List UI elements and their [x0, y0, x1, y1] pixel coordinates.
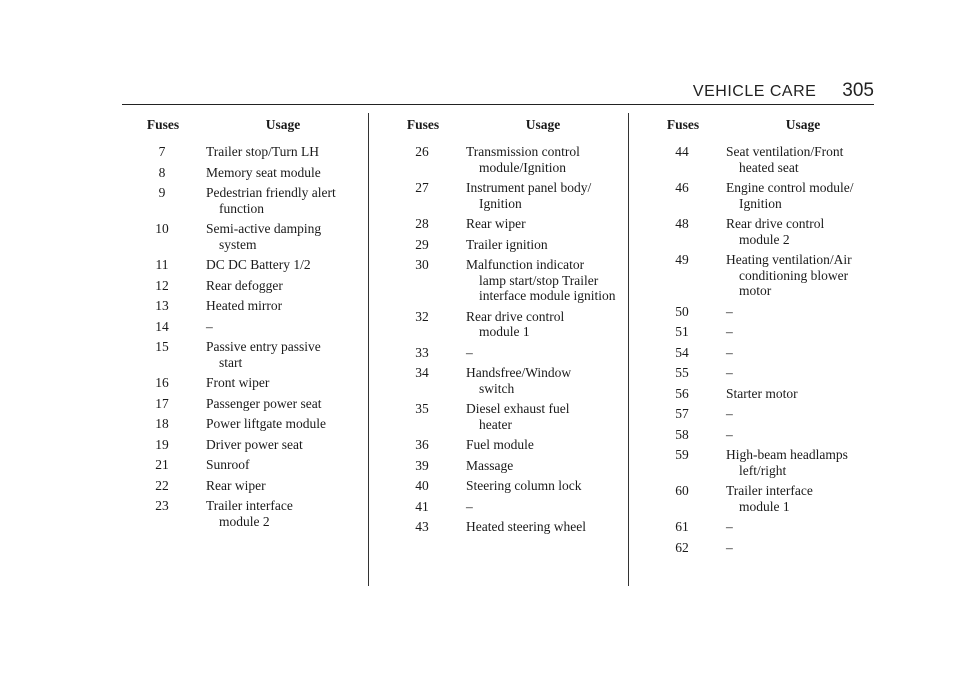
fuse-usage	[716, 252, 882, 299]
usage-line: Memory seat module	[206, 164, 321, 180]
table-row	[648, 540, 888, 556]
column-divider	[368, 113, 369, 586]
fuse-number: 9	[158, 185, 166, 200]
usage-line: Pedestrian friendly alert	[206, 185, 336, 200]
usage-line: Rear wiper	[466, 216, 526, 231]
table-row	[128, 375, 368, 391]
usage-line: Driver power seat	[206, 436, 303, 452]
fuse-usage	[456, 144, 622, 175]
fuse-usage	[196, 319, 362, 335]
table-header	[648, 117, 888, 139]
fuse-number: 39	[415, 457, 429, 473]
fuse-usage	[196, 375, 362, 391]
usage-line: Rear wiper	[206, 477, 266, 493]
fuse-number: 16	[155, 375, 169, 390]
usage-line: module 1	[479, 324, 530, 339]
usage-line: –	[726, 303, 733, 319]
usage-line: Malfunction indicator	[466, 257, 585, 272]
fuse-usage	[716, 345, 882, 361]
fuse-number: 48	[675, 216, 689, 231]
fuse-usage	[716, 427, 882, 443]
fuse-number: 62	[675, 539, 689, 555]
fuse-usage	[716, 365, 882, 381]
table-row	[388, 309, 628, 340]
table-body	[128, 144, 368, 529]
fuse-usage	[196, 457, 362, 473]
fuse-number: 14	[155, 318, 169, 334]
fuse-number: 28	[415, 216, 429, 231]
usage-line: Handsfree/Window	[466, 365, 572, 380]
fuse-usage	[196, 498, 362, 529]
table-row	[388, 458, 628, 474]
usage-line: –	[726, 539, 733, 555]
usage-line: –	[726, 426, 733, 442]
fuse-number: 34	[415, 365, 429, 380]
table-row	[388, 365, 628, 396]
fuse-usage	[196, 437, 362, 453]
table-row	[128, 478, 368, 494]
usage-line: heated seat	[739, 159, 799, 175]
fuse-number: 50	[675, 303, 689, 319]
fuse-usage	[456, 309, 622, 340]
fuse-number: 46	[675, 180, 689, 195]
fuse-usage	[716, 386, 882, 402]
table-header	[388, 117, 628, 139]
fuse-number: 18	[155, 416, 169, 431]
usage-line: Trailer ignition	[466, 236, 548, 252]
usage-line: –	[726, 344, 733, 360]
table-row	[128, 221, 368, 252]
usage-line: system	[219, 236, 257, 252]
fuse-number: 12	[155, 277, 169, 293]
fuse-number: 32	[415, 308, 429, 324]
table-row	[648, 216, 888, 247]
usage-line: start	[219, 354, 243, 370]
usage-line: –	[726, 324, 733, 339]
fuse-number: 35	[415, 401, 429, 416]
fuse-number: 13	[155, 298, 169, 313]
fuse-usage	[456, 237, 622, 253]
usage-line: Engine control module/	[726, 180, 854, 195]
usage-line: heater	[479, 416, 512, 432]
fuse-usage	[196, 478, 362, 494]
fuse-usage	[196, 416, 362, 432]
usage-line: Sunroof	[206, 457, 250, 472]
fuses-header: Fuses	[146, 117, 180, 132]
usage-line: function	[219, 200, 264, 216]
usage-line: –	[726, 519, 733, 534]
usage-line: –	[206, 318, 213, 334]
usage-line: Seat ventilation/Front	[726, 144, 844, 159]
usage-line: –	[726, 406, 733, 421]
usage-line: Rear drive control	[466, 308, 565, 324]
table-row	[648, 304, 888, 320]
fuse-usage	[716, 144, 882, 175]
fuse-table-column-2	[388, 117, 628, 535]
usage-line: module 2	[219, 513, 270, 529]
usage-line: Steering column lock	[466, 478, 582, 493]
fuse-usage	[456, 499, 622, 515]
fuse-usage	[196, 396, 362, 412]
fuse-usage	[716, 447, 882, 478]
table-row	[128, 319, 368, 335]
table-row	[388, 519, 628, 535]
usage-header: Usage	[785, 117, 821, 132]
fuse-number: 30	[415, 257, 429, 272]
fuse-usage	[456, 180, 622, 211]
table-row	[388, 180, 628, 211]
usage-line: DC DC Battery 1/2	[206, 257, 311, 272]
fuse-number: 8	[158, 164, 166, 180]
table-row	[388, 144, 628, 175]
usage-line: Heated steering wheel	[466, 519, 586, 534]
usage-line: interface module ignition	[479, 288, 616, 303]
fuse-usage	[456, 458, 622, 474]
fuse-number: 19	[155, 436, 169, 452]
usage-header: Usage	[525, 117, 561, 132]
table-row	[128, 185, 368, 216]
fuse-usage	[196, 298, 362, 314]
fuse-number: 44	[675, 144, 689, 159]
fuse-number: 59	[675, 447, 689, 462]
usage-line: Power liftgate module	[206, 416, 326, 431]
fuse-usage	[716, 483, 882, 514]
usage-header: Usage	[265, 117, 301, 132]
fuse-number: 21	[155, 457, 169, 472]
table-header	[128, 117, 368, 139]
fuse-number: 15	[155, 339, 169, 354]
usage-line: module 1	[739, 498, 790, 514]
table-row	[128, 257, 368, 273]
fuse-usage	[196, 257, 362, 273]
column-divider	[628, 113, 629, 586]
usage-line: –	[466, 498, 473, 514]
usage-line: lamp start/stop Trailer	[479, 272, 599, 288]
table-row	[648, 252, 888, 299]
usage-line: Starter motor	[726, 385, 798, 401]
table-row	[128, 298, 368, 314]
table-row	[648, 345, 888, 361]
fuse-usage	[196, 278, 362, 294]
usage-line: High-beam headlamps	[726, 447, 848, 462]
fuse-table-column-3	[648, 117, 888, 555]
usage-line: switch	[479, 380, 515, 396]
table-row	[388, 216, 628, 232]
usage-line: Rear drive control	[726, 216, 825, 231]
table-row	[388, 257, 628, 304]
table-body	[388, 144, 628, 535]
fuse-number: 60	[675, 483, 689, 498]
table-row	[648, 324, 888, 340]
fuse-usage	[196, 221, 362, 252]
table-row	[128, 396, 368, 412]
fuse-usage	[196, 144, 362, 160]
table-row	[648, 144, 888, 175]
table-row	[648, 483, 888, 514]
table-row	[128, 416, 368, 432]
table-row	[648, 386, 888, 402]
usage-line: Passenger power seat	[206, 395, 322, 411]
table-row	[648, 427, 888, 443]
fuses-header: Fuses	[666, 117, 700, 132]
usage-line: module/Ignition	[479, 159, 566, 175]
fuse-usage	[456, 257, 622, 304]
fuse-number: 61	[675, 519, 689, 534]
fuse-number: 36	[415, 437, 429, 452]
fuse-number: 26	[415, 144, 429, 159]
usage-line: –	[726, 365, 733, 380]
table-row	[388, 401, 628, 432]
usage-line: Ignition	[479, 195, 522, 211]
table-row	[388, 499, 628, 515]
usage-line: Heating ventilation/Air	[726, 252, 852, 267]
fuses-header: Fuses	[406, 117, 440, 132]
fuse-usage	[456, 519, 622, 535]
fuse-number: 23	[155, 498, 169, 513]
fuse-number: 40	[415, 478, 429, 493]
fuse-number: 55	[675, 365, 689, 380]
section-title: VEHICLE CARE	[692, 83, 817, 100]
fuse-number: 10	[155, 221, 169, 236]
table-row	[388, 478, 628, 494]
fuse-usage	[716, 519, 882, 535]
usage-line: Trailer interface	[726, 483, 813, 498]
fuse-number: 41	[415, 498, 429, 514]
fuse-usage	[716, 304, 882, 320]
table-row	[648, 447, 888, 478]
usage-line: Diesel exhaust fuel	[466, 401, 570, 416]
usage-line: Rear defogger	[206, 277, 283, 293]
usage-line: Instrument panel body/	[466, 180, 592, 195]
fuse-usage	[716, 216, 882, 247]
fuse-number: 58	[675, 426, 689, 442]
fuse-number: 17	[155, 395, 169, 411]
table-row	[388, 437, 628, 453]
fuse-usage	[456, 365, 622, 396]
table-row	[648, 406, 888, 422]
usage-line: Ignition	[739, 195, 782, 211]
table-row	[128, 457, 368, 473]
fuse-usage	[196, 339, 362, 370]
fuse-number: 33	[415, 344, 429, 360]
page-header	[122, 80, 874, 105]
fuse-number: 27	[415, 180, 429, 195]
table-row	[128, 498, 368, 529]
usage-line: Heated mirror	[206, 298, 283, 313]
table-row	[388, 237, 628, 253]
fuse-usage	[456, 437, 622, 453]
fuse-number: 56	[675, 385, 689, 401]
fuse-usage	[716, 180, 882, 211]
fuse-number: 43	[415, 519, 429, 534]
table-row	[128, 165, 368, 181]
table-row	[128, 339, 368, 370]
fuse-number: 54	[675, 344, 689, 360]
fuse-number: 22	[155, 477, 169, 493]
fuse-usage	[456, 478, 622, 494]
fuse-table-column-1	[128, 117, 368, 529]
table-row	[388, 345, 628, 361]
usage-line: left/right	[739, 462, 787, 478]
usage-line: Passive entry passive	[206, 339, 321, 354]
fuse-number: 11	[155, 257, 169, 272]
table-row	[128, 437, 368, 453]
table-row	[128, 278, 368, 294]
fuse-usage	[716, 406, 882, 422]
fuse-usage	[196, 185, 362, 216]
table-row	[648, 519, 888, 535]
fuse-number: 51	[675, 324, 689, 339]
fuse-usage	[196, 165, 362, 181]
fuse-usage	[456, 216, 622, 232]
usage-line: Front wiper	[206, 375, 270, 390]
usage-line: Massage	[466, 457, 514, 473]
usage-line: motor	[739, 283, 772, 298]
fuse-number: 57	[675, 406, 689, 421]
table-body	[648, 144, 888, 555]
fuse-usage	[456, 345, 622, 361]
usage-line: Transmission control	[466, 144, 580, 159]
fuse-number: 49	[675, 252, 689, 267]
fuse-usage	[716, 324, 882, 340]
usage-line: Fuel module	[466, 437, 534, 452]
fuse-number: 29	[415, 236, 429, 252]
usage-line: conditioning blower	[739, 267, 849, 283]
fuse-usage	[456, 401, 622, 432]
usage-line: –	[466, 344, 473, 360]
usage-line: Trailer stop/Turn LH	[206, 144, 320, 159]
fuse-usage	[716, 540, 882, 556]
table-row	[128, 144, 368, 160]
usage-line: module 2	[739, 231, 790, 247]
usage-line: Semi-active damping	[206, 221, 322, 236]
usage-line: Trailer interface	[206, 498, 293, 513]
table-row	[648, 365, 888, 381]
table-row	[648, 180, 888, 211]
page-number: 305	[842, 80, 874, 101]
fuse-number: 7	[158, 144, 166, 159]
